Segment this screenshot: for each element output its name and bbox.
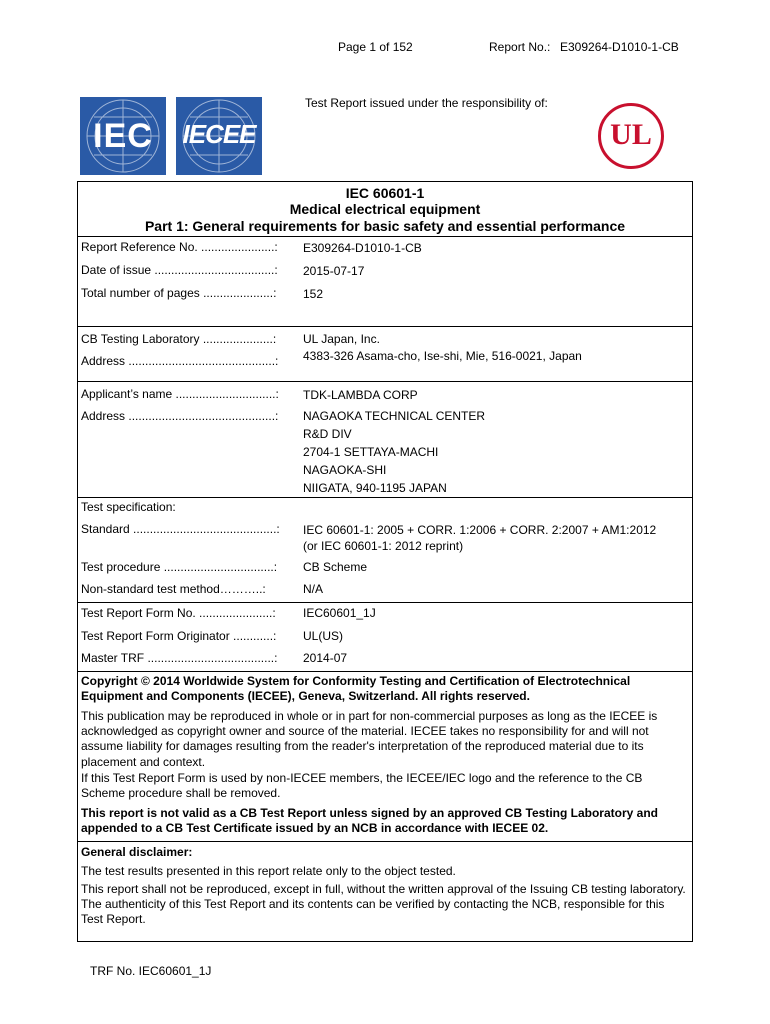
disclaimer-heading: General disclaimer: bbox=[81, 845, 193, 859]
total-pages-label: Total number of pages .....................: bbox=[81, 286, 277, 300]
applicant-address-label: Address ............................................: bbox=[81, 409, 279, 423]
ul-logo bbox=[598, 103, 664, 169]
report-reference-label: Report Reference No. ......................: bbox=[81, 240, 278, 254]
master-trf-label: Master TRF ......................................: bbox=[81, 651, 278, 665]
rule-bottom bbox=[77, 941, 693, 942]
report-no-label: Report No.: bbox=[489, 40, 551, 54]
standard-label: Standard ...........................................: bbox=[81, 522, 280, 536]
copyright-paragraph: If this Test Report Form is used by non-IECEE members, the IECEE/IEC logo and the reference to the CB Scheme procedure shall be removed. bbox=[81, 771, 643, 801]
cb-lab-label: CB Testing Laboratory .....................: bbox=[81, 332, 277, 346]
test-procedure-value: CB Scheme bbox=[303, 560, 368, 574]
cb-lab-address-label: Address ............................................: bbox=[81, 354, 279, 368]
date-of-issue-label: Date of issue ....................................: bbox=[81, 263, 278, 277]
applicant-address-line: R&D DIV bbox=[303, 427, 352, 441]
rule-top bbox=[77, 181, 693, 182]
disclaimer-paragraph: The test results presented in this report relate only to the object tested. bbox=[81, 864, 456, 878]
iecee-logo-text: IECEE bbox=[182, 119, 256, 149]
doc-title-standard: IEC 60601-1 bbox=[345, 185, 425, 201]
trf-no-label: Test Report Form No. ......................: bbox=[81, 606, 276, 620]
standard-value-line: (or IEC 60601-1: 2012 reprint) bbox=[303, 539, 464, 553]
cb-lab-address-value: 4383-326 Asama-cho, Ise-shi, Mie, 516-0021, Japan bbox=[303, 349, 582, 363]
rule-disclaimer bbox=[77, 841, 693, 842]
standard-value-line: IEC 60601-1: 2005 + CORR. 1:2006 + CORR. 2:2007 + AM1:2012 bbox=[303, 523, 657, 537]
copyright-paragraph: This publication may be reproduced in whole or in part for non-commercial purposes as long as the IECEE is acknowledged as copyright owner and source of the material. IECEE takes no responsibility for and will not assume liability for damages resulting from the reader's interpretation of the reproduced material due to its placement and context. bbox=[81, 709, 658, 769]
test-procedure-label: Test procedure .................................: bbox=[81, 560, 278, 574]
applicant-value: TDK-LAMBDA CORP bbox=[303, 388, 418, 402]
applicant-label: Applicant’s name ..............................: bbox=[81, 387, 279, 401]
rule-trf bbox=[77, 602, 693, 603]
rule-lab bbox=[77, 326, 693, 327]
footer-trf-no: TRF No. IEC60601_1J bbox=[90, 964, 212, 978]
doc-title-line2: Medical electrical equipment bbox=[289, 201, 481, 217]
page-number: Page 1 of 152 bbox=[338, 40, 413, 54]
copyright-heading: Copyright © 2014 Worldwide System for Conformity Testing and Certification of Electrotechnical Equipment and Components (IECEE), Geneva, Switzerland. All rights reserved. bbox=[81, 674, 631, 704]
doc-title-line3: Part 1: General requirements for basic safety and essential performance bbox=[144, 218, 626, 234]
applicant-address-line: NIIGATA, 940-1195 JAPAN bbox=[303, 481, 447, 495]
trf-originator-label: Test Report Form Originator ............: bbox=[81, 629, 277, 643]
issued-under-text: Test Report issued under the responsibility of: bbox=[305, 96, 548, 110]
report-no: E309264-D1010-1-CB bbox=[560, 40, 679, 54]
trf-originator-value: UL(US) bbox=[303, 629, 344, 643]
applicant-address-line: NAGAOKA-SHI bbox=[303, 463, 387, 477]
cb-lab-value: UL Japan, Inc. bbox=[303, 332, 380, 346]
test-spec-label: Test specification: bbox=[81, 500, 176, 514]
iecee-logo bbox=[176, 97, 262, 175]
validity-notice: This report is not valid as a CB Test Report unless signed by an approved CB Testing Laboratory and appended to a CB Test Certificate issued by an NCB in accordance with IECEE 02. bbox=[81, 806, 658, 836]
date-of-issue-value: 2015-07-17 bbox=[303, 264, 365, 278]
master-trf-value: 2014-07 bbox=[303, 651, 348, 665]
iec-logo-text: IEC bbox=[93, 117, 153, 155]
rule-spec bbox=[77, 497, 693, 498]
total-pages-value: 152 bbox=[303, 287, 324, 301]
iec-logo bbox=[80, 97, 166, 175]
rule-title bbox=[77, 236, 693, 237]
report-reference-value: E309264-D1010-1-CB bbox=[303, 241, 422, 255]
applicant-address-line: NAGAOKA TECHNICAL CENTER bbox=[303, 409, 486, 423]
non-standard-label: Non-standard test method………..: bbox=[81, 582, 266, 596]
ul-logo-text: UL bbox=[610, 118, 652, 151]
disclaimer-paragraph: This report shall not be reproduced, except in full, without the written approval of the Issuing CB testing laboratory. The authenticity of this Test Report and its contents can be verified by contacting the NCB, responsible for this Test Report. bbox=[81, 882, 686, 927]
applicant-address-line: 2704-1 SETTAYA-MACHI bbox=[303, 445, 439, 459]
trf-no-value: IEC60601_1J bbox=[303, 606, 376, 620]
rule-copyright bbox=[77, 671, 693, 672]
rule-applicant bbox=[77, 381, 693, 382]
non-standard-value: N/A bbox=[303, 582, 324, 596]
